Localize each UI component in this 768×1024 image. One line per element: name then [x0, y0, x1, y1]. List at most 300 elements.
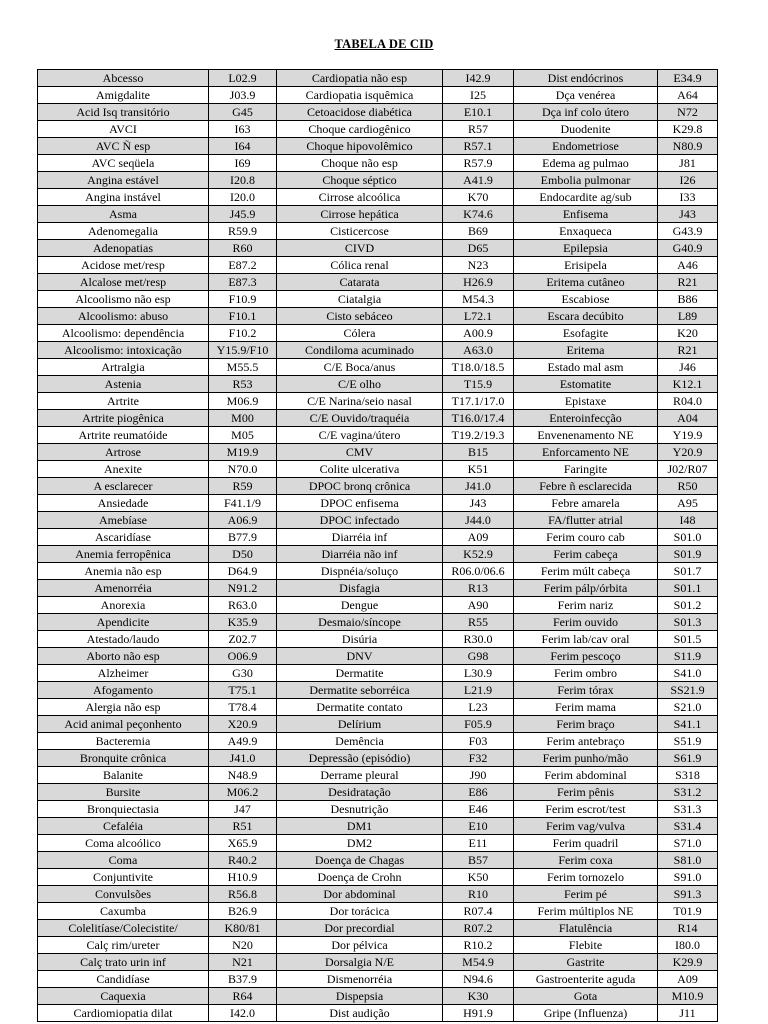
condition-name-cell: Gripe (Influenza)	[514, 1005, 658, 1022]
condition-name-cell: Dist endócrinos	[514, 70, 658, 87]
cid-code-cell: B15	[443, 444, 514, 461]
cid-code-cell: L02.9	[209, 70, 277, 87]
condition-name-cell: Ferim pescoço	[514, 648, 658, 665]
cid-code-cell: R57	[443, 121, 514, 138]
cid-code-cell: I63	[209, 121, 277, 138]
cid-code-cell: R53	[209, 376, 277, 393]
cid-code-cell: E11	[443, 835, 514, 852]
condition-name-cell: Desnutrição	[277, 801, 443, 818]
cid-code-cell: J47	[209, 801, 277, 818]
condition-name-cell: Ciatalgia	[277, 291, 443, 308]
table-row	[38, 223, 718, 240]
cid-code-cell: I42.0	[209, 1005, 277, 1022]
condition-name-cell: Asma	[38, 206, 209, 223]
cid-code-cell: M10.9	[658, 988, 718, 1005]
condition-name-cell: Enfisema	[514, 206, 658, 223]
cid-code-cell: M54.3	[443, 291, 514, 308]
condition-name-cell: AVC seqüela	[38, 155, 209, 172]
condition-name-cell: Delírium	[277, 716, 443, 733]
condition-name-cell: Febre amarela	[514, 495, 658, 512]
cid-code-cell: K20	[658, 325, 718, 342]
cid-code-cell: E10	[443, 818, 514, 835]
cid-code-cell: E87.2	[209, 257, 277, 274]
table-row	[38, 512, 718, 529]
condition-name-cell: Cardiopatia não esp	[277, 70, 443, 87]
cid-code-cell: I26	[658, 172, 718, 189]
cid-code-cell: B77.9	[209, 529, 277, 546]
cid-code-cell: T15.9	[443, 376, 514, 393]
cid-code-cell: S41.0	[658, 665, 718, 682]
cid-code-cell: Y15.9/F10	[209, 342, 277, 359]
condition-name-cell: Acid animal peçonhento	[38, 716, 209, 733]
condition-name-cell: Alcoolismo: intoxicação	[38, 342, 209, 359]
condition-name-cell: Dermatite seborréica	[277, 682, 443, 699]
condition-name-cell: Anorexia	[38, 597, 209, 614]
condition-name-cell: Cardiomiopatia dilat	[38, 1005, 209, 1022]
cid-code-cell: F10.1	[209, 308, 277, 325]
table-row	[38, 393, 718, 410]
cid-code-cell: F41.1/9	[209, 495, 277, 512]
condition-name-cell: Dor pélvica	[277, 937, 443, 954]
condition-name-cell: Anexite	[38, 461, 209, 478]
condition-name-cell: Alcoolismo não esp	[38, 291, 209, 308]
condition-name-cell: Adenopatias	[38, 240, 209, 257]
table-row	[38, 444, 718, 461]
condition-name-cell: Ferim pálp/órbita	[514, 580, 658, 597]
cid-code-cell: S01.3	[658, 614, 718, 631]
cid-code-cell: B26.9	[209, 903, 277, 920]
cid-code-cell: N80.9	[658, 138, 718, 155]
cid-code-cell: M06.2	[209, 784, 277, 801]
table-row	[38, 529, 718, 546]
table-row	[38, 376, 718, 393]
page-title: TABELA DE CID	[334, 37, 434, 51]
cid-code-cell: R56.8	[209, 886, 277, 903]
cid-code-cell: S41.1	[658, 716, 718, 733]
cid-code-cell: B37.9	[209, 971, 277, 988]
condition-name-cell: DPOC enfisema	[277, 495, 443, 512]
table-row	[38, 937, 718, 954]
table-row	[38, 546, 718, 563]
condition-name-cell: Eritema	[514, 342, 658, 359]
condition-name-cell: Ferim lab/cav oral	[514, 631, 658, 648]
cid-code-cell: G43.9	[658, 223, 718, 240]
cid-code-cell: D64.9	[209, 563, 277, 580]
condition-name-cell: Flebite	[514, 937, 658, 954]
cid-code-cell: K29.8	[658, 121, 718, 138]
condition-name-cell: Ferim tórax	[514, 682, 658, 699]
condition-name-cell: Dor torácica	[277, 903, 443, 920]
cid-code-cell: R63.0	[209, 597, 277, 614]
table-row	[38, 70, 718, 87]
cid-code-cell: R60	[209, 240, 277, 257]
condition-name-cell: CMV	[277, 444, 443, 461]
condition-name-cell: Ferim ouvido	[514, 614, 658, 631]
condition-name-cell: Cisto sebáceo	[277, 308, 443, 325]
condition-name-cell: Escara decúbito	[514, 308, 658, 325]
table-row	[38, 699, 718, 716]
condition-name-cell: Doença de Chagas	[277, 852, 443, 869]
condition-name-cell: Ferim nariz	[514, 597, 658, 614]
cid-code-cell: N23	[443, 257, 514, 274]
condition-name-cell: Bronquiectasia	[38, 801, 209, 818]
cid-code-cell: D50	[209, 546, 277, 563]
cid-code-cell: A46	[658, 257, 718, 274]
condition-name-cell: Ferim vag/vulva	[514, 818, 658, 835]
condition-name-cell: C/E Narina/seio nasal	[277, 393, 443, 410]
condition-name-cell: Gastroenterite aguda	[514, 971, 658, 988]
condition-name-cell: Colelitíase/Colecistite/	[38, 920, 209, 937]
cid-code-cell: H91.9	[443, 1005, 514, 1022]
cid-table	[37, 69, 718, 1022]
condition-name-cell: Bacteremia	[38, 733, 209, 750]
cid-code-cell: R57.1	[443, 138, 514, 155]
cid-code-cell: J44.0	[443, 512, 514, 529]
cid-code-cell: K50	[443, 869, 514, 886]
cid-code-cell: R10	[443, 886, 514, 903]
table-row	[38, 784, 718, 801]
cid-code-cell: A95	[658, 495, 718, 512]
cid-code-cell: A64	[658, 87, 718, 104]
cid-code-cell: R50	[658, 478, 718, 495]
cid-code-cell: E10.1	[443, 104, 514, 121]
condition-name-cell: Caquexia	[38, 988, 209, 1005]
cid-code-cell: H26.9	[443, 274, 514, 291]
cid-code-cell: J02/R07	[658, 461, 718, 478]
table-row	[38, 274, 718, 291]
cid-code-cell: A06.9	[209, 512, 277, 529]
cid-code-cell: X20.9	[209, 716, 277, 733]
condition-name-cell: Enforcamento NE	[514, 444, 658, 461]
cid-code-cell: R59.9	[209, 223, 277, 240]
cid-code-cell: J43	[658, 206, 718, 223]
cid-code-cell: I25	[443, 87, 514, 104]
cid-code-cell: G30	[209, 665, 277, 682]
cid-code-cell: A41.9	[443, 172, 514, 189]
condition-name-cell: Ferim quadril	[514, 835, 658, 852]
cid-code-cell: K70	[443, 189, 514, 206]
condition-name-cell: Cólera	[277, 325, 443, 342]
condition-name-cell: Angina instável	[38, 189, 209, 206]
cid-code-cell: S51.9	[658, 733, 718, 750]
condition-name-cell: Aborto não esp	[38, 648, 209, 665]
condition-name-cell: Epistaxe	[514, 393, 658, 410]
condition-name-cell: Diarréia não inf	[277, 546, 443, 563]
table-row	[38, 852, 718, 869]
condition-name-cell: Colite ulcerativa	[277, 461, 443, 478]
table-row	[38, 971, 718, 988]
condition-name-cell: Ferim mama	[514, 699, 658, 716]
cid-code-cell: L72.1	[443, 308, 514, 325]
cid-code-cell: G98	[443, 648, 514, 665]
cid-code-cell: R10.2	[443, 937, 514, 954]
cid-code-cell: B69	[443, 223, 514, 240]
table-row	[38, 665, 718, 682]
table-row	[38, 614, 718, 631]
condition-name-cell: Ferim couro cab	[514, 529, 658, 546]
cid-code-cell: T01.9	[658, 903, 718, 920]
cid-code-cell: A00.9	[443, 325, 514, 342]
condition-name-cell: Artrite piogênica	[38, 410, 209, 427]
cid-code-cell: A49.9	[209, 733, 277, 750]
cid-code-cell: I20.8	[209, 172, 277, 189]
cid-code-cell: S31.4	[658, 818, 718, 835]
cid-code-cell: S61.9	[658, 750, 718, 767]
cid-code-cell: I42.9	[443, 70, 514, 87]
condition-name-cell: Alergia não esp	[38, 699, 209, 716]
condition-name-cell: Cirrose alcoólica	[277, 189, 443, 206]
cid-code-cell: K51	[443, 461, 514, 478]
cid-code-cell: T75.1	[209, 682, 277, 699]
cid-code-cell: S71.0	[658, 835, 718, 852]
condition-name-cell: Dermatite contato	[277, 699, 443, 716]
condition-name-cell: FA/flutter atrial	[514, 512, 658, 529]
condition-name-cell: Dça inf colo útero	[514, 104, 658, 121]
cid-code-cell: Z02.7	[209, 631, 277, 648]
condition-name-cell: Faringite	[514, 461, 658, 478]
condition-name-cell: Estado mal asm	[514, 359, 658, 376]
cid-code-cell: J41.0	[209, 750, 277, 767]
condition-name-cell: Ferim braço	[514, 716, 658, 733]
cid-code-cell: K12.1	[658, 376, 718, 393]
cid-code-cell: E46	[443, 801, 514, 818]
condition-name-cell: Dismenorréia	[277, 971, 443, 988]
table-row	[38, 767, 718, 784]
cid-code-cell: M19.9	[209, 444, 277, 461]
condition-name-cell: Ferim tornozelo	[514, 869, 658, 886]
condition-name-cell: Bronquite crônica	[38, 750, 209, 767]
cid-code-cell: N72	[658, 104, 718, 121]
cid-code-cell: R59	[209, 478, 277, 495]
condition-name-cell: Choque séptico	[277, 172, 443, 189]
cid-code-cell: T78.4	[209, 699, 277, 716]
table-row	[38, 138, 718, 155]
condition-name-cell: Flatulência	[514, 920, 658, 937]
cid-code-cell: S81.0	[658, 852, 718, 869]
condition-name-cell: Febre ñ esclarecida	[514, 478, 658, 495]
condition-name-cell: Gastrite	[514, 954, 658, 971]
cid-code-cell: S01.1	[658, 580, 718, 597]
condition-name-cell: A esclarecer	[38, 478, 209, 495]
condition-name-cell: C/E vagina/útero	[277, 427, 443, 444]
cid-code-cell: S31.3	[658, 801, 718, 818]
cid-code-cell: R07.4	[443, 903, 514, 920]
condition-name-cell: Cefaléia	[38, 818, 209, 835]
table-row	[38, 257, 718, 274]
table-row	[38, 563, 718, 580]
cid-code-cell: F10.9	[209, 291, 277, 308]
condition-name-cell: Artrite	[38, 393, 209, 410]
condition-name-cell: Ferim escrot/test	[514, 801, 658, 818]
table-row	[38, 325, 718, 342]
condition-name-cell: Enteroinfecção	[514, 410, 658, 427]
condition-name-cell: Convulsões	[38, 886, 209, 903]
table-row	[38, 240, 718, 257]
condition-name-cell: Coma alcoólico	[38, 835, 209, 852]
cid-code-cell: J45.9	[209, 206, 277, 223]
cid-code-cell: S11.9	[658, 648, 718, 665]
table-row	[38, 342, 718, 359]
condition-name-cell: Apendicite	[38, 614, 209, 631]
condition-name-cell: Amigdalite	[38, 87, 209, 104]
cid-code-cell: M00	[209, 410, 277, 427]
condition-name-cell: Dça venérea	[514, 87, 658, 104]
condition-name-cell: Doença de Crohn	[277, 869, 443, 886]
cid-code-cell: A09	[443, 529, 514, 546]
condition-name-cell: Choque cardiogênico	[277, 121, 443, 138]
table-row	[38, 733, 718, 750]
condition-name-cell: Esofagite	[514, 325, 658, 342]
condition-name-cell: Amebíase	[38, 512, 209, 529]
condition-name-cell: Artrite reumatóide	[38, 427, 209, 444]
condition-name-cell: Ascaridíase	[38, 529, 209, 546]
condition-name-cell: CIVD	[277, 240, 443, 257]
table-row	[38, 716, 718, 733]
table-row	[38, 750, 718, 767]
cid-code-cell: E87.3	[209, 274, 277, 291]
cid-code-cell: SS21.9	[658, 682, 718, 699]
table-row	[38, 631, 718, 648]
condition-name-cell: Disfagia	[277, 580, 443, 597]
cid-code-cell: R04.0	[658, 393, 718, 410]
condition-name-cell: Endocardite ag/sub	[514, 189, 658, 206]
cid-code-cell: J81	[658, 155, 718, 172]
table-row	[38, 648, 718, 665]
table-row	[38, 682, 718, 699]
cid-code-cell: J90	[443, 767, 514, 784]
condition-name-cell: Alcoolismo: abuso	[38, 308, 209, 325]
condition-name-cell: Dor precordial	[277, 920, 443, 937]
table-row	[38, 988, 718, 1005]
condition-name-cell: Ferim antebraço	[514, 733, 658, 750]
cid-code-cell: M54.9	[443, 954, 514, 971]
cid-code-cell: S01.2	[658, 597, 718, 614]
condition-name-cell: Depressão (episódio)	[277, 750, 443, 767]
condition-name-cell: Candidíase	[38, 971, 209, 988]
cid-code-cell: Y20.9	[658, 444, 718, 461]
condition-name-cell: Derrame pleural	[277, 767, 443, 784]
cid-code-cell: T18.0/18.5	[443, 359, 514, 376]
cid-code-cell: I69	[209, 155, 277, 172]
cid-code-cell: K35.9	[209, 614, 277, 631]
condition-name-cell: Epilepsia	[514, 240, 658, 257]
condition-name-cell: DNV	[277, 648, 443, 665]
table-row	[38, 172, 718, 189]
table-row	[38, 461, 718, 478]
table-row	[38, 801, 718, 818]
condition-name-cell: Disúria	[277, 631, 443, 648]
condition-name-cell: AVC Ñ esp	[38, 138, 209, 155]
condition-name-cell: Ferim pé	[514, 886, 658, 903]
cid-code-cell: B57	[443, 852, 514, 869]
condition-name-cell: Choque não esp	[277, 155, 443, 172]
condition-name-cell: Coma	[38, 852, 209, 869]
table-row	[38, 206, 718, 223]
table-row	[38, 104, 718, 121]
cid-code-cell: J03.9	[209, 87, 277, 104]
cid-code-cell: H10.9	[209, 869, 277, 886]
table-row	[38, 1005, 718, 1022]
cid-code-cell: S01.9	[658, 546, 718, 563]
condition-name-cell: DPOC bronq crônica	[277, 478, 443, 495]
condition-name-cell: Cirrose hepática	[277, 206, 443, 223]
cid-code-cell: K52.9	[443, 546, 514, 563]
condition-name-cell: Embolia pulmonar	[514, 172, 658, 189]
condition-name-cell: Bursite	[38, 784, 209, 801]
cid-code-cell: N70.0	[209, 461, 277, 478]
cid-code-cell: G45	[209, 104, 277, 121]
condition-name-cell: Dist audição	[277, 1005, 443, 1022]
cid-code-cell: T16.0/17.4	[443, 410, 514, 427]
cid-code-cell: A09	[658, 971, 718, 988]
table-row	[38, 291, 718, 308]
table-row	[38, 478, 718, 495]
condition-name-cell: Calç trato urin inf	[38, 954, 209, 971]
table-row	[38, 886, 718, 903]
cid-code-cell: F32	[443, 750, 514, 767]
cid-code-cell: I48	[658, 512, 718, 529]
cid-code-cell: S91.0	[658, 869, 718, 886]
cid-code-cell: O06.9	[209, 648, 277, 665]
condition-name-cell: Ferim múlt cabeça	[514, 563, 658, 580]
table-row	[38, 818, 718, 835]
table-row	[38, 359, 718, 376]
cid-code-cell: M05	[209, 427, 277, 444]
table-row	[38, 87, 718, 104]
cid-code-cell: N20	[209, 937, 277, 954]
cid-code-cell: S01.7	[658, 563, 718, 580]
cid-code-cell: F10.2	[209, 325, 277, 342]
condition-name-cell: Edema ag pulmao	[514, 155, 658, 172]
condition-name-cell: Dispepsia	[277, 988, 443, 1005]
condition-name-cell: Diarréia inf	[277, 529, 443, 546]
condition-name-cell: Eritema cutâneo	[514, 274, 658, 291]
cid-code-cell: J46	[658, 359, 718, 376]
condition-name-cell: Escabiose	[514, 291, 658, 308]
condition-name-cell: Artrose	[38, 444, 209, 461]
table-row	[38, 495, 718, 512]
condition-name-cell: Ferim múltiplos NE	[514, 903, 658, 920]
cid-code-cell: S01.0	[658, 529, 718, 546]
condition-name-cell: Erisipela	[514, 257, 658, 274]
condition-name-cell: Calç rim/ureter	[38, 937, 209, 954]
cid-code-cell: K80/81	[209, 920, 277, 937]
cid-code-cell: S21.0	[658, 699, 718, 716]
condition-name-cell: Ferim abdominal	[514, 767, 658, 784]
cid-code-cell: R06.0/06.6	[443, 563, 514, 580]
cid-code-cell: D65	[443, 240, 514, 257]
condition-name-cell: C/E Boca/anus	[277, 359, 443, 376]
cid-code-cell: R21	[658, 274, 718, 291]
condition-name-cell: Cólica renal	[277, 257, 443, 274]
cid-code-cell: I33	[658, 189, 718, 206]
condition-name-cell: DPOC infectado	[277, 512, 443, 529]
condition-name-cell: Ferim cabeça	[514, 546, 658, 563]
table-row	[38, 308, 718, 325]
table-row	[38, 189, 718, 206]
cid-code-cell: S91.3	[658, 886, 718, 903]
cid-code-cell: R40.2	[209, 852, 277, 869]
cid-code-cell: X65.9	[209, 835, 277, 852]
cid-code-cell: A04	[658, 410, 718, 427]
cid-code-cell: L30.9	[443, 665, 514, 682]
condition-name-cell: Abcesso	[38, 70, 209, 87]
condition-name-cell: Dispnéia/soluço	[277, 563, 443, 580]
condition-name-cell: Estomatite	[514, 376, 658, 393]
cid-code-cell: R07.2	[443, 920, 514, 937]
cid-code-cell: K29.9	[658, 954, 718, 971]
cid-code-cell: A90	[443, 597, 514, 614]
